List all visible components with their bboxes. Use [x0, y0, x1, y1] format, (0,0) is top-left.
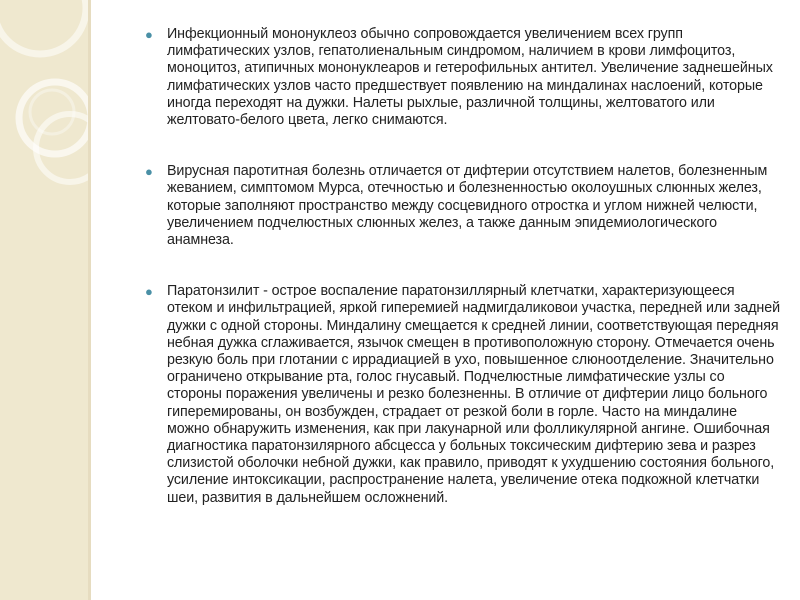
decorative-side-panel	[0, 0, 88, 600]
bullet-list	[145, 26, 780, 507]
list-item	[145, 283, 780, 507]
bullet-dot-icon: ●	[145, 164, 153, 180]
side-divider	[88, 0, 91, 600]
decorative-rings-graphic	[0, 0, 88, 600]
list-item	[145, 163, 780, 249]
bullet-dot-icon: ●	[145, 27, 153, 42]
paragraph-text: Инфекционный мононуклеоз обычно сопровождается увеличением всех групп лимфатических узлов, гепатолиенальным синдромом, наличием в крови лимфоцитоз, моноцитоз, атипичных мононуклеаров и гетерофильных антител. Увеличение заднешейных лимфатических узлов часто предшествует появлению на миндалинах наслоений, которые иногда переходят на дужки. Налеты рыхлые, различной толщины, желтоватого или желтовато-белого цвета, легко снимаются.	[167, 26, 773, 129]
paragraph-text: Вирусная паротитная болезнь отличается от дифтерии отсутствием налетов, болезненным жеванием, симптомом Мурса, отечностью и болезненностью околоушных слюнных желез, которые заполняют пространство между сосцевидного отростка и углом нижней челюсти, увеличением подчелюстных слюнных желез, а также данным эпидемиологического анамнеза.	[167, 163, 768, 249]
bullet-dot-icon: ●	[145, 284, 153, 300]
list-item	[145, 26, 780, 129]
paragraph-text: Паратонзилит - острое воспаление паратонзиллярный клетчатки, характеризующееся отеком и инфильтрацией, яркой гиперемией надмигдаликовои участка, передней или задней дужки с одной стороны. Миндалину смещается к средней линии, соответствующая передняя небная дужка сглаживается, язычок смещен в противоположную сторону. Отмечается очень резкую боль при глотании с иррадиацией в ухо, повышенное слюноотделение. Значительно ограничено открывание рта, голос гнусавый. Подчелюстные лимфатические узлы со стороны поражения увеличены и резко болезненны. В отличие от дифтерии лицо больного гиперемированы, он возбужден, страдает от резкой боли в горле. Часто на миндалине можно обнаружить изменения, как при лакунарной или фолликулярной ангине. Ошибочная диагностика паратонзилярного абсцесса у больных токсическим дифтерию зева и разрез слизистой оболочки небной дужки, как правило, приводят к ухудшению состояния больного, усиление интоксикации, распространение налета, увеличение отека подкожной клетчатки шеи, развития в дальнейшем осложнений.	[167, 283, 780, 506]
slide-content	[145, 26, 780, 507]
decorative-ring-top	[0, 0, 86, 54]
